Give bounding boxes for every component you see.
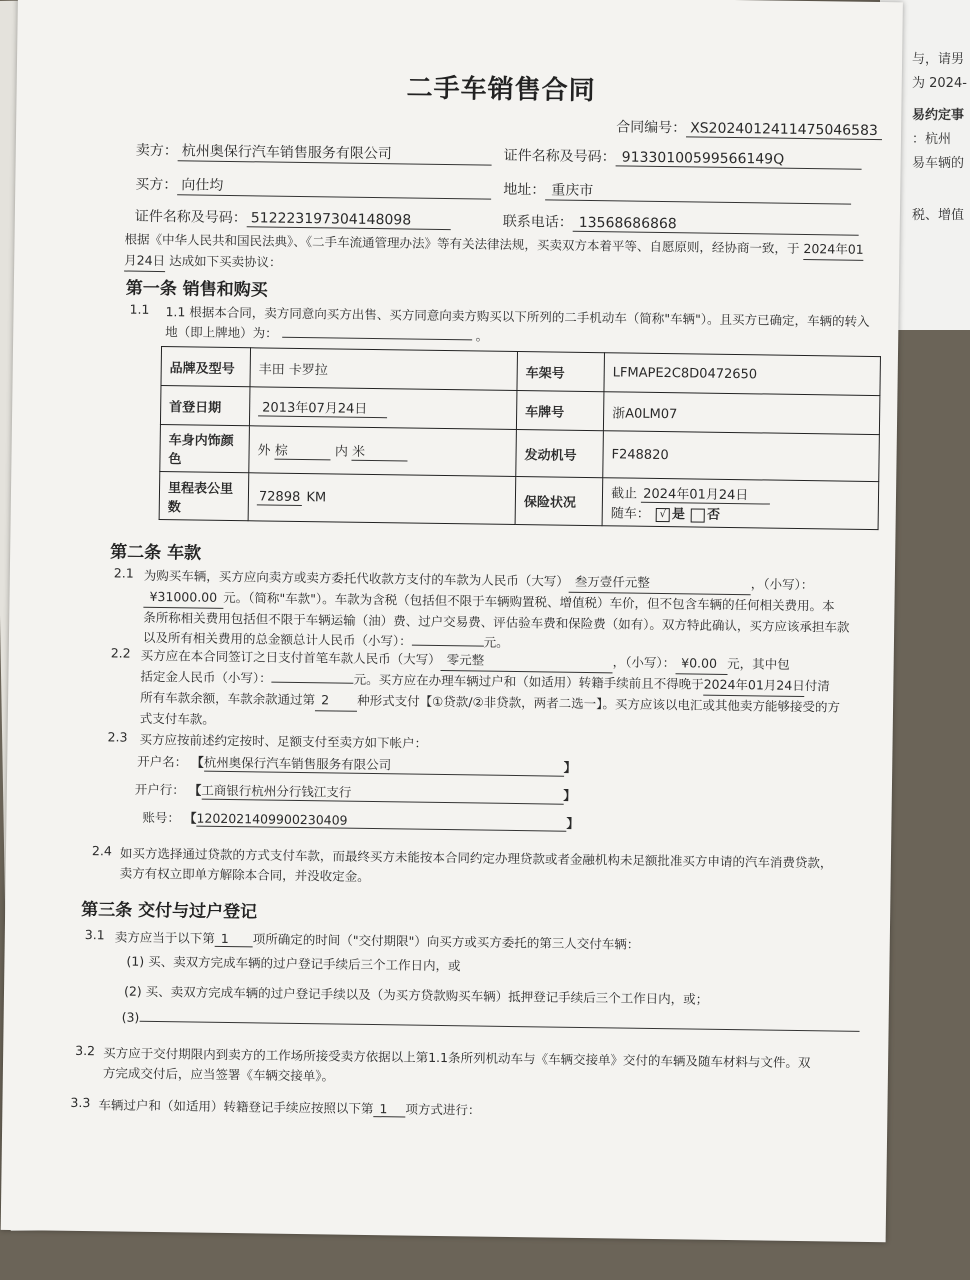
insurance-cell: 截止 2024年01月24日 随车： √ 是 否 <box>602 478 879 530</box>
buyer-address: 重庆市 <box>545 179 851 204</box>
registration-place-field <box>282 337 472 341</box>
article-2-title: 第二条 车款 <box>110 542 202 564</box>
preamble-date: 2024年01 <box>803 239 864 261</box>
vin-value: LFMAPE2C8D0472650 <box>604 353 881 396</box>
clause-2-2: 买方应在本合同签订之日支付首笔车款人民币（大写） 零元整 ，（小写）： ¥0.00 元，其中包 括定金人民币（小写）： 元。买方应在办理车辆过户和（如适用）转籍手续前且不得晚于2024年01月24日付清 所有车款余额，车款余款通过第 2 种形式支付【①贷款/②非贷款，两者二选一】。买方应该以电汇或其他卖方能够接受的方 式支付车款。 <box>139 647 841 727</box>
contract-number-value: XS2024012411475046583 <box>686 120 882 140</box>
mileage-value: 72898 <box>257 489 303 506</box>
transfer-option: 1 <box>373 1101 405 1117</box>
vehicle-table <box>159 346 881 530</box>
reg-date-cell <box>249 387 517 430</box>
total-amount-field <box>412 645 484 647</box>
contract-page <box>1 0 903 1242</box>
clause-number: 2.4 <box>91 843 112 859</box>
seller-id-row: 证件名称及号码： 91330100599566149Q <box>504 145 862 170</box>
down-payment-amount: ¥0.00 <box>675 653 727 675</box>
table-row <box>159 472 879 530</box>
seller-name: 杭州奥保行汽车销售服务有限公司 <box>178 140 492 165</box>
payment-method: 2 <box>315 690 357 712</box>
reg-date-value: 2013年07月24日 <box>258 396 387 418</box>
brand-value: 丰田 卡罗拉 <box>250 348 518 391</box>
delivery-option: 1 <box>215 931 253 948</box>
right-page-text: 易约定事 <box>912 108 965 123</box>
vin-label: 车架号 <box>517 352 605 392</box>
clause-3-3: 车辆过户和（如适用）转籍登记手续应按照以下第 1 项方式进行： <box>98 1097 481 1118</box>
price-in-words: 叁万壹仟元整 <box>569 572 751 596</box>
clause-number: 2.3 <box>107 729 128 745</box>
clause-number: 2.2 <box>110 645 131 661</box>
article-3-title: 第三条 交付与过户登记 <box>81 899 258 923</box>
clause-2-3: 买方应按前述约定按时、足额支付至卖方如下帐户： <box>139 731 428 751</box>
clause-2-4: 如买方选择通过贷款的方式支付车款，而最终买方未能按本合同约定办理贷款或者金融机构未足额批准买方申请的汽车消费贷款， 卖方有权立即单方解除本合同，并没收定金。 <box>119 845 833 884</box>
contract-number: 合同编号： XS2024012411475046583 <box>616 116 882 140</box>
mileage-cell: 72898 KM <box>248 473 516 525</box>
right-page-text: 为 2024- <box>912 76 967 91</box>
account-name-row: 开户名： 【杭州奥保行汽车销售服务有限公司 】 <box>137 753 577 775</box>
color-label: 车身内饰颜色 <box>160 425 250 473</box>
bank-name: 工商银行杭州分行钱江支行 <box>201 781 563 805</box>
clause-3-1: 卖方应当于以下第 1 项所确定的时间（"交付期限"）向买方或买方委托的第三人交付车辆： <box>114 929 640 952</box>
clause-2-1: 为购买车辆，买方应向卖方或卖方委托代收款方支付的车款为人民币（大写） 叁万壹仟元整 ，（小写）： ¥31000.00 元。（简称"车款"）。车款为含税（包括但不限于车辆购置税、增值税）车价，但不包含车辆的任何相关费用。本 条所称相关费用包括但不限于车辆运输（油）费、过户交易费、评估验车费和保险费（如有）。双方特此确认，买方应该承担车款 以及所有相关费用的总金额总计人民币（小写）： 元。 <box>142 567 850 650</box>
deposit-field <box>272 682 354 684</box>
yes-checkbox[interactable]: √ <box>656 507 670 521</box>
preamble: 根据《中华人民共和国民法典》、《二手车流通管理办法》等有关法律法规，买卖双方本着平等、自愿原则，经协商一致，于 2024年01 月24日 达成如下买卖协议： <box>124 230 885 283</box>
reg-date-label: 首登日期 <box>160 386 250 426</box>
balance-due-date: 2024年01月24日 <box>703 675 804 697</box>
engine-value: F248820 <box>603 431 880 482</box>
delivery-option-1: (1) 买、卖双方完成车辆的过户登记手续后三个工作日内，或 <box>126 953 461 974</box>
clause-number: 1.1 <box>129 301 150 317</box>
delivery-option-2: (2) 买、卖双方完成车辆的过户登记手续以及（为买方贷款购买车辆）抵押登记手续后三个工作日内，或； <box>123 983 709 1007</box>
exterior-color: 棕 <box>275 440 331 461</box>
down-payment-in-words: 零元整 <box>441 650 613 673</box>
engine-label: 发动机号 <box>516 430 604 478</box>
bank-row: 开户行： 【工商银行杭州分行钱江支行 】 <box>134 781 576 803</box>
price-amount: ¥31000.00 <box>143 587 223 609</box>
seller-row: 卖方： 杭州奥保行汽车销售服务有限公司 <box>136 140 492 166</box>
buyer-name: 向仕均 <box>177 174 491 199</box>
insurance-label: 保险状况 <box>515 476 603 525</box>
article-1-title: 第一条 销售和购买 <box>125 278 268 301</box>
right-page-text: 易车辆的 <box>912 156 965 171</box>
clause-number: 3.2 <box>75 1042 96 1059</box>
account-number-row: 账号： 【1202021409900230409 】 <box>142 809 580 831</box>
buyer-id-row: 证件名称及号码： 512223197304148098 <box>135 206 451 230</box>
address-row: 地址： 重庆市 <box>503 179 851 205</box>
phone-row: 联系电话： 13568686868 <box>503 211 859 236</box>
brand-label: 品牌及型号 <box>161 347 251 387</box>
plate-label: 车牌号 <box>516 391 604 431</box>
clause-1-1: 1.1 根据本合同，卖方同意向买方出售、买方同意向卖方购买以下所列的二手机动车（简称"车辆"）。且买方已确定，车辆的转入 地（即上牌地）为： 。 <box>165 304 870 344</box>
buyer-id: 512223197304148098 <box>247 210 451 230</box>
interior-color: 米 <box>352 441 408 462</box>
buyer-row: 买方： 向仕均 <box>135 174 491 200</box>
seller-id: 91330100599566149Q <box>616 149 862 169</box>
mileage-label: 里程表公里数 <box>159 472 249 521</box>
page-title: 二手车销售合同 <box>406 73 596 107</box>
buyer-phone: 13568686868 <box>573 215 859 236</box>
account-number: 1202021409900230409 <box>196 811 566 832</box>
clause-number: 2.1 <box>113 565 134 581</box>
insurance-date: 2024年01月24日 <box>641 483 770 505</box>
delivery-option-3: (3) <box>122 1010 860 1035</box>
delivery-option-3-field <box>139 1021 859 1032</box>
no-checkbox[interactable] <box>691 508 705 522</box>
clause-number: 3.1 <box>84 927 105 943</box>
color-cell: 外 棕 内 米 <box>249 426 517 477</box>
clause-3-2: 买方应于交付期限内到卖方的工作场所接受卖方依据以上第1.1条所列机动车与《车辆交接单》交付的车辆及随车材料与文件。双 方完成交付后，应当签署《车辆交接单》。 <box>102 1045 811 1084</box>
plate-value: 浙A0LM07 <box>603 392 880 435</box>
account-name: 杭州奥保行汽车销售服务有限公司 <box>204 753 564 777</box>
clause-number: 3.3 <box>70 1094 91 1111</box>
right-page-text: 与，请男 <box>912 52 965 67</box>
right-page-text: 税、增值 <box>912 208 965 223</box>
right-page-text: ：杭州 <box>912 132 952 147</box>
